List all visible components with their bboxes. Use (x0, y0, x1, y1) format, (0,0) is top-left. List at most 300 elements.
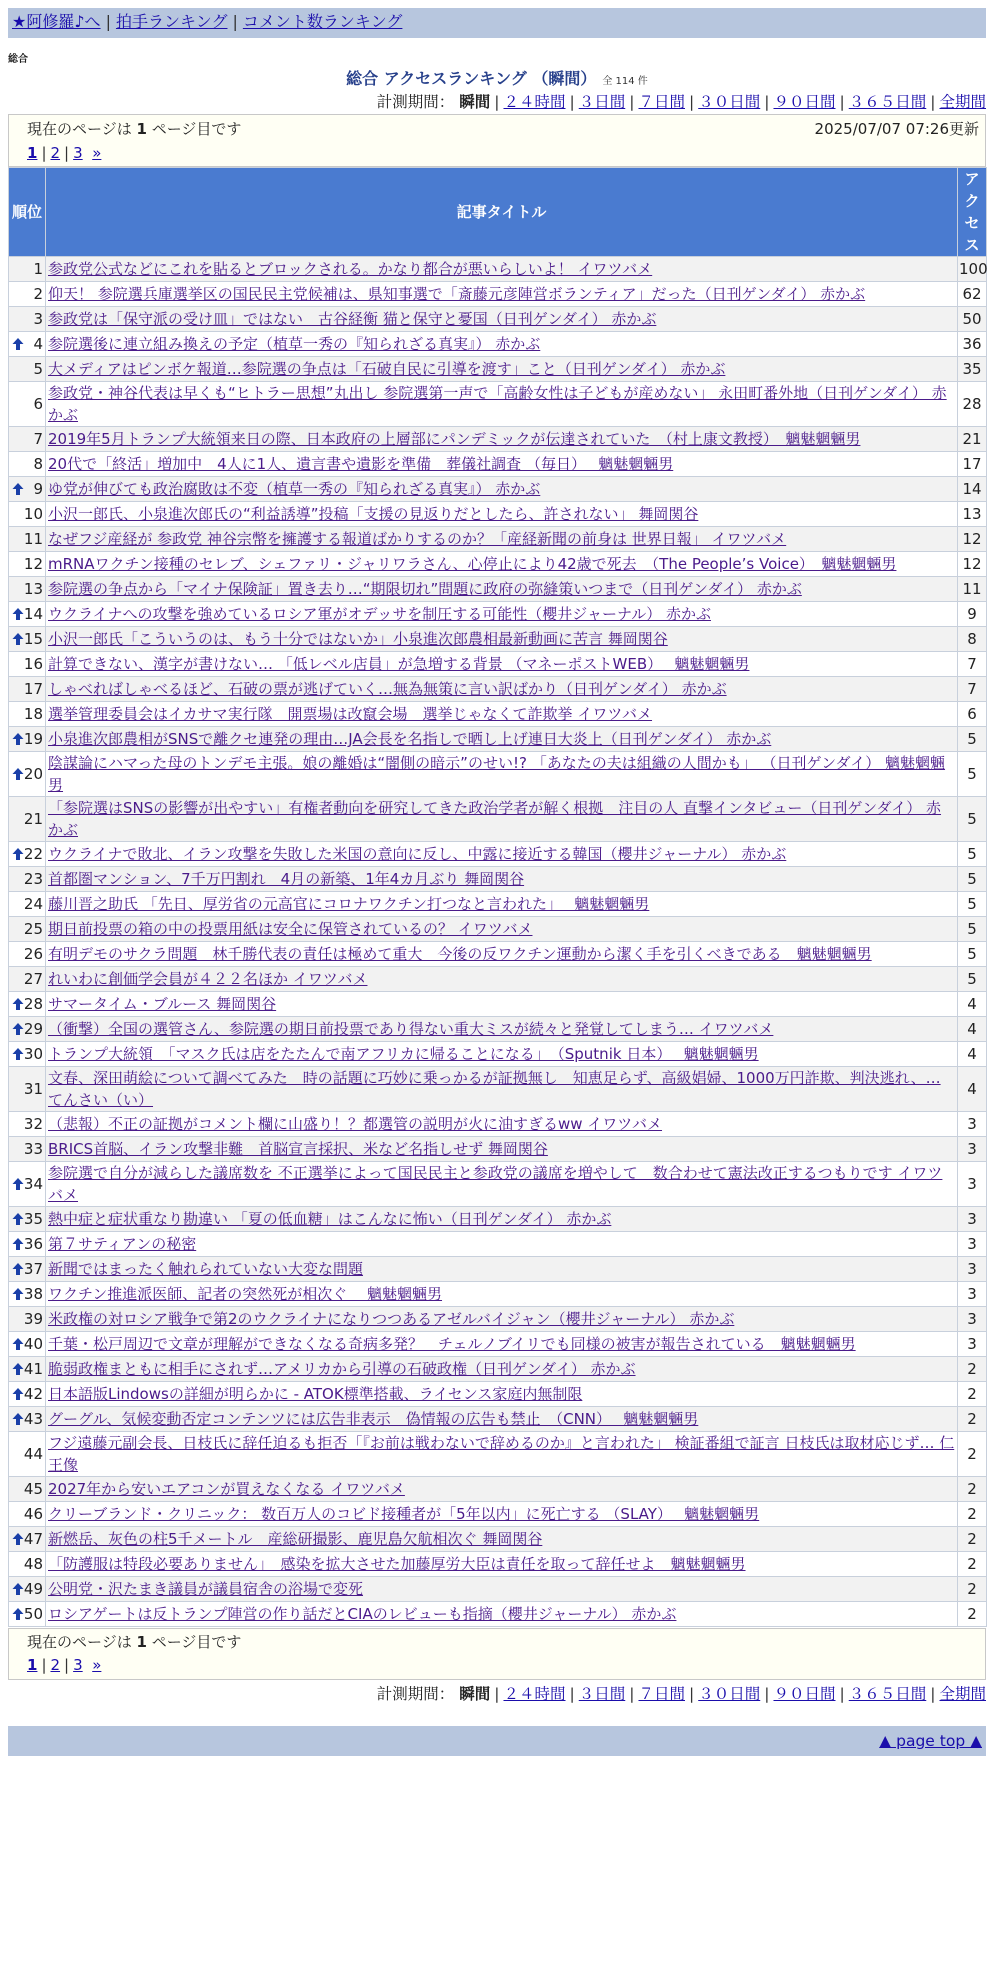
article-link[interactable]: 参政党・神谷代表は早くも“ヒトラー思想”丸出し 参院選第一声で「高齢女性は子どもが産めない」 永田町番外地（日刊ゲンダイ） 赤かぶ (48, 384, 947, 424)
rank-up-arrow-icon (11, 1607, 25, 1621)
title-cell (46, 1257, 958, 1282)
rank-number: 19 (23, 730, 43, 748)
table-row (9, 552, 987, 577)
title-cell (46, 1042, 958, 1067)
rank-up-arrow-icon (11, 1212, 25, 1226)
article-link[interactable]: ロシアゲートは反トランプ陣営の作り話だとCIAのレビューも指摘（櫻井ジャーナル） 赤かぶ (48, 1605, 677, 1623)
article-link[interactable]: 参政党は「保守派の受け皿」ではない 古谷経衡 猫と保守と憂国（日刊ゲンダイ） 赤かぶ (48, 310, 657, 328)
title-cell (46, 1282, 958, 1307)
access-count: 50 (958, 307, 987, 332)
rank-number: 34 (23, 1175, 43, 1193)
rank-number: 50 (23, 1605, 43, 1623)
table-row (9, 727, 987, 752)
rank-cell (9, 942, 46, 967)
access-count: 3 (958, 1332, 987, 1357)
category-label: 総合 (8, 54, 28, 65)
rank-cell (9, 1477, 46, 1502)
page-link-next[interactable]: » (92, 144, 102, 162)
rank-cell (9, 702, 46, 727)
page-separator: | (41, 144, 47, 162)
table-row (9, 917, 987, 942)
article-link[interactable]: 新聞ではまったく触れられていない大変な問題 (48, 1260, 364, 1278)
table-row (9, 892, 987, 917)
rank-number: 6 (33, 395, 43, 413)
page-link-2[interactable]: 2 (50, 1656, 61, 1674)
period-current: 瞬間 (459, 93, 491, 111)
title-cell (46, 652, 958, 677)
table-row (9, 752, 987, 797)
article-link[interactable]: 2027年から安いエアコンが買えなくなる イワツバメ (48, 1480, 405, 1498)
rank-cell (9, 602, 46, 627)
nav-link-asyura[interactable]: ★阿修羅♪へ (12, 12, 101, 31)
table-row (9, 1112, 987, 1137)
rank-up-arrow-icon (11, 1022, 25, 1036)
article-link[interactable]: フジ遠藤元副会長、日枝氏に辞任迫るも拒否「『お前は戦わないで辞めるのか』と言われた」 検証番組で証言 日枝氏は取材応じず… 仁王像 (48, 1434, 955, 1474)
article-link[interactable]: 日本語版Lindowsの詳細が明らかに - ATOK標準搭載、ライセンス家庭内無制限 (48, 1385, 583, 1403)
article-link[interactable]: しゃべればしゃべるほど、石破の票が逃げていく…無為無策に言い訳ばかり（日刊ゲンダイ） 赤かぶ (48, 680, 727, 698)
page-link-current[interactable]: 1 (27, 144, 38, 162)
rank-cell (9, 527, 46, 552)
title-cell (46, 797, 958, 842)
article-link[interactable]: グーグル、気候変動否定コンテンツには広告非表示 偽情報の広告も禁止 （CNN） 魑魅魍魎男 (48, 1410, 699, 1428)
period-30d[interactable]: ３０日間 (698, 1685, 761, 1703)
period-separator: | (689, 1685, 695, 1703)
access-count: 9 (958, 602, 987, 627)
article-link[interactable]: れいわに創価学会員が４２２名ほか イワツバメ (48, 970, 368, 988)
title-cell (46, 677, 958, 702)
table-row (9, 1527, 987, 1552)
access-count: 7 (958, 652, 987, 677)
access-count: 2 (958, 1527, 987, 1552)
rank-cell (9, 1432, 46, 1477)
title-cell (46, 992, 958, 1017)
table-row (9, 1017, 987, 1042)
access-count: 3 (958, 1162, 987, 1207)
ranking-table-body (9, 257, 987, 1627)
rank-cell (9, 1112, 46, 1137)
rank-cell (9, 1137, 46, 1162)
rank-cell (9, 892, 46, 917)
table-row (9, 967, 987, 992)
access-count: 3 (958, 1232, 987, 1257)
nav-link-comment-ranking[interactable]: コメント数ランキング (242, 12, 403, 31)
table-row (9, 577, 987, 602)
access-count: 6 (958, 702, 987, 727)
rank-up-arrow-icon (11, 1532, 25, 1546)
rank-cell (9, 677, 46, 702)
title-cell (46, 307, 958, 332)
page-status-suffix: ページ目です (151, 120, 242, 138)
title-cell (46, 892, 958, 917)
table-row (9, 382, 987, 427)
rank-number: 29 (23, 1020, 43, 1038)
page-separator: | (64, 1656, 70, 1674)
title-cell (46, 752, 958, 797)
article-link[interactable]: 第７サティアンの秘密 (48, 1235, 197, 1253)
header-access: アクセス (958, 168, 987, 257)
rank-number: 32 (23, 1115, 43, 1133)
period-3d[interactable]: ３日間 (578, 93, 626, 111)
nav-link-applause-ranking[interactable]: 拍手ランキング (115, 12, 228, 31)
access-count: 17 (958, 452, 987, 477)
period-separator: | (629, 93, 635, 111)
article-link[interactable]: 新燃岳、灰色の柱5千メートル 産総研撮影、鹿児島欠航相次ぐ 舞岡関谷 (48, 1530, 543, 1548)
period-separator: | (764, 93, 770, 111)
rank-number: 47 (23, 1530, 43, 1548)
nav-separator: | (232, 12, 238, 31)
article-link[interactable]: 参院選で自分が減らした議席数を 不正選挙によって国民民主と参政党の議席を増やして 数合わせて憲法改正するつもりです イワツバメ (48, 1164, 943, 1204)
article-link[interactable]: サマータイム・ブルース 舞岡関谷 (48, 995, 277, 1013)
rank-number: 20 (23, 765, 43, 783)
period-24h[interactable]: ２４時間 (503, 93, 566, 111)
title-cell (46, 1232, 958, 1257)
table-row (9, 257, 987, 282)
title-cell (46, 1407, 958, 1432)
page-top-link[interactable]: ▲ page top ▲ (879, 1732, 982, 1750)
article-link[interactable]: 仰天！ 参院選兵庫選挙区の国民民主党候補は、県知事選で「斎藤元彦陣営ボランティア」だった（日刊ゲンダイ） 赤かぶ (48, 285, 866, 303)
title-cell (46, 477, 958, 502)
rank-number: 37 (23, 1260, 43, 1278)
page-status-number: 1 (136, 1633, 147, 1651)
title-cell (46, 577, 958, 602)
period-label: 計測期間： (376, 1685, 455, 1703)
rank-cell (9, 867, 46, 892)
title-cell (46, 1552, 958, 1577)
table-row (9, 1042, 987, 1067)
access-count: 7 (958, 677, 987, 702)
table-row (9, 702, 987, 727)
rank-number: 27 (23, 970, 43, 988)
access-count: 3 (958, 1307, 987, 1332)
article-link[interactable]: ゆ党が伸びても政治腐敗は不変（植草一秀の『知られざる真実』） 赤かぶ (48, 480, 541, 498)
access-count: 5 (958, 842, 987, 867)
table-row (9, 992, 987, 1017)
article-link[interactable]: トランプ大統領 「マスク氏は店をたたんで南アフリカに帰ることになる」 （Sputnik 日本） 魑魅魍魎男 (48, 1045, 759, 1063)
article-link[interactable]: 千葉・松戸周辺で文章が理解ができなくなる奇病多発？ チェルノブイリでも同様の被害が報告されている 魑魅魍魎男 (48, 1335, 856, 1353)
access-count: 3 (958, 1207, 987, 1232)
rank-cell (9, 332, 46, 357)
period-separator: | (930, 1685, 936, 1703)
title-cell (46, 1477, 958, 1502)
page-separator: | (41, 1656, 47, 1674)
access-count: 13 (958, 502, 987, 527)
article-link[interactable]: なぜフジ産経が 参政党 神谷宗幣を擁護する報道ばかりするのか？「産経新聞の前身は 世界日報」 イワツバメ (48, 530, 787, 548)
period-7d[interactable]: ７日間 (638, 1685, 685, 1703)
access-count: 8 (958, 627, 987, 652)
article-link[interactable]: ワクチン推進派医師、記者の突然死が相次ぐ 魑魅魍魎男 (48, 1285, 443, 1303)
table-row (9, 1502, 987, 1527)
period-24h[interactable]: ２４時間 (503, 1685, 566, 1703)
period-90d[interactable]: ９０日間 (773, 1685, 836, 1703)
rank-number: 5 (33, 360, 43, 378)
access-count: 3 (958, 1137, 987, 1162)
rank-number: 49 (23, 1580, 43, 1598)
total-count: 全 114 件 (602, 76, 648, 87)
rank-number: 43 (23, 1410, 43, 1428)
article-link[interactable]: mRNAワクチン接種のセレブ、シェファリ・ジャリワラさん、心停止により42歳で死去 （The People’s Voice） 魑魅魍魎男 (48, 555, 897, 573)
rank-number: 35 (23, 1210, 43, 1228)
title-cell (46, 627, 958, 652)
access-count: 2 (958, 1502, 987, 1527)
rank-cell (9, 502, 46, 527)
page-link-3[interactable]: 3 (73, 144, 83, 162)
article-link[interactable]: 首都圏マンション、7千万円割れ 4月の新築、1年4カ月ぶり 舞岡関谷 (48, 870, 525, 888)
period-30d[interactable]: ３０日間 (698, 93, 761, 111)
period-all[interactable]: 全期間 (939, 93, 986, 111)
article-link[interactable]: 「防護服は特段必要ありません」 感染を拡大させた加藤厚労大臣は責任を取って辞任せよ 魑魅魍魎男 (48, 1555, 746, 1573)
access-count: 11 (958, 577, 987, 602)
rank-up-arrow-icon (11, 1412, 25, 1426)
rank-number: 15 (23, 630, 43, 648)
rank-number: 17 (23, 680, 43, 698)
period-separator: | (629, 1685, 635, 1703)
table-row (9, 502, 987, 527)
title-cell (46, 1162, 958, 1207)
rank-cell (9, 282, 46, 307)
article-link[interactable]: 選挙管理委員会はイカサマ実行隊 開票場は改竄会場 選挙じゃなくて詐欺挙 イワツバメ (48, 705, 653, 723)
access-count: 12 (958, 527, 987, 552)
access-count: 5 (958, 867, 987, 892)
article-link[interactable]: 文春、深田萌絵について調べてみた 時の話題に巧妙に乗っかるが証拠無し 知恵足らず、高級娼婦、1000万円詐欺、判決逃れ、… てんさい（い） (48, 1069, 941, 1109)
rank-up-arrow-icon (11, 337, 25, 351)
rank-cell (9, 627, 46, 652)
article-link[interactable]: 陰謀論にハマった母のトンデモ主張。娘の離婚は“闇側の暗示”のせい!? 「あなたの夫は組織の人間かも」 （日刊ゲンダイ） 魑魅魍魎男 (48, 754, 946, 794)
table-row (9, 452, 987, 477)
title-cell (46, 1067, 958, 1112)
rank-up-arrow-icon (11, 767, 25, 781)
page-status (27, 116, 241, 142)
rank-cell (9, 1257, 46, 1282)
table-row (9, 942, 987, 967)
rank-cell (9, 1042, 46, 1067)
pager-top (8, 114, 986, 167)
table-row (9, 797, 987, 842)
access-count: 3 (958, 1282, 987, 1307)
rank-number: 21 (23, 810, 43, 828)
page-separator: | (64, 144, 70, 162)
rank-number: 44 (23, 1445, 43, 1463)
rank-number: 3 (33, 310, 43, 328)
table-row (9, 1577, 987, 1602)
article-link[interactable]: 「参院選はSNSの影響が出やすい」有権者動向を研究してきた政治学者が解く根拠 注目の人 直撃インタビュー（日刊ゲンダイ） 赤かぶ (48, 799, 942, 839)
table-row (9, 1137, 987, 1162)
table-row (9, 427, 987, 452)
table-row (9, 602, 987, 627)
article-link[interactable]: 参院選後に連立組み換えの予定（植草一秀の『知られざる真実』） 赤かぶ (48, 335, 541, 353)
rank-cell (9, 452, 46, 477)
rank-number: 7 (33, 430, 43, 448)
rank-up-arrow-icon (11, 1237, 25, 1251)
page-status-suffix: ページ目です (151, 1633, 242, 1651)
rank-cell (9, 577, 46, 602)
article-link[interactable]: BRICS首脳、イラン攻撃非難 首脳宣言採択、米など名指しせず 舞岡関谷 (48, 1140, 548, 1158)
table-row (9, 1477, 987, 1502)
article-link[interactable]: 参政党公式などにこれを貼るとブロックされる。かなり都合が悪いらしいよ！ イワツバメ (48, 260, 653, 278)
rank-up-arrow-icon (11, 482, 25, 496)
article-link[interactable]: 小沢一郎氏「こういうのは、もう十分ではないか」小泉進次郎農相最新動画に苦言 舞岡関谷 (48, 630, 668, 648)
rank-cell (9, 1382, 46, 1407)
article-link[interactable]: 小泉進次郎農相がSNSで離クセ連発の理由…JA会長を名指しで晒し上げ連日大炎上（日刊ゲンダイ） 赤かぶ (48, 730, 772, 748)
article-link[interactable]: 小沢一郎氏、小泉進次郎氏の“利益誘導”投稿「支援の見返りだとしたら、許されない」 舞岡関谷 (48, 505, 699, 523)
rank-cell (9, 382, 46, 427)
rank-cell (9, 917, 46, 942)
title-cell (46, 1307, 958, 1332)
period-separator: | (930, 93, 936, 111)
rank-number: 26 (23, 945, 43, 963)
table-row (9, 1207, 987, 1232)
access-count: 100 (958, 257, 987, 282)
page-link-current[interactable]: 1 (27, 1656, 38, 1674)
rank-up-arrow-icon (11, 1362, 25, 1376)
rank-cell (9, 1527, 46, 1552)
ranking-title: 総合 アクセスランキング （瞬間） (346, 69, 597, 88)
rank-number: 4 (33, 335, 43, 353)
rank-cell (9, 1407, 46, 1432)
rank-number: 25 (23, 920, 43, 938)
rank-cell (9, 992, 46, 1017)
rank-number: 18 (23, 705, 43, 723)
rank-number: 1 (33, 260, 43, 278)
rank-cell (9, 727, 46, 752)
rank-number: 8 (33, 455, 43, 473)
rank-number: 12 (23, 555, 43, 573)
access-count: 2 (958, 1432, 987, 1477)
article-link[interactable]: 計算できない、漢字が書けない… 「低レベル店員」が急増する背景 （マネーポストWEB） 魑魅魍魎男 (48, 655, 750, 673)
rank-number: 41 (23, 1360, 43, 1378)
bottom-bar (8, 1726, 986, 1756)
period-7d[interactable]: ７日間 (638, 93, 685, 111)
rank-cell (9, 1067, 46, 1112)
rank-up-arrow-icon (11, 1287, 25, 1301)
article-link[interactable]: 期日前投票の箱の中の投票用紙は安全に保管されているの？ イワツバメ (48, 920, 533, 938)
title-cell (46, 1432, 958, 1477)
article-link[interactable]: 参院選の争点から「マイナ保険証」置き去り…“期限切れ”問題に政府の弥縫策いつまで（日刊ゲンダイ） 赤かぶ (48, 580, 802, 598)
rank-up-arrow-icon (11, 607, 25, 621)
table-row (9, 867, 987, 892)
title-cell (46, 602, 958, 627)
rank-number: 14 (23, 605, 43, 623)
access-count: 35 (958, 357, 987, 382)
page-link-next[interactable]: » (92, 1656, 102, 1674)
article-link[interactable]: 公明党・沢たまき議員が議員宿舎の浴場で変死 (48, 1580, 364, 1598)
period-365d[interactable]: ３６５日間 (848, 93, 927, 111)
rank-cell (9, 257, 46, 282)
rank-cell (9, 477, 46, 502)
title-cell (46, 357, 958, 382)
title-cell (46, 727, 958, 752)
access-count: 5 (958, 727, 987, 752)
title-cell (46, 967, 958, 992)
rank-cell (9, 1577, 46, 1602)
title-cell (46, 502, 958, 527)
access-count: 2 (958, 1382, 987, 1407)
period-separator: | (839, 93, 845, 111)
article-link[interactable]: 有明デモのサクラ問題 林千勝代表の責任は極めて重大 今後の反ワクチン運動から潔く手を引くべきである 魑魅魍魎男 (48, 945, 872, 963)
period-3d[interactable]: ３日間 (578, 1685, 626, 1703)
rank-number: 46 (23, 1505, 43, 1523)
period-90d[interactable]: ９０日間 (773, 93, 836, 111)
rank-cell (9, 1232, 46, 1257)
rank-up-arrow-icon (11, 632, 25, 646)
title-cell (46, 867, 958, 892)
rank-cell (9, 307, 46, 332)
access-count: 4 (958, 992, 987, 1017)
title-cell (46, 942, 958, 967)
access-count: 2 (958, 1602, 987, 1627)
period-all[interactable]: 全期間 (939, 1685, 986, 1703)
page-link-2[interactable]: 2 (50, 144, 61, 162)
title-cell (46, 1602, 958, 1627)
page-link-3[interactable]: 3 (73, 1656, 83, 1674)
table-row (9, 1067, 987, 1112)
rank-cell (9, 1552, 46, 1577)
article-link[interactable]: 藤川晋之助氏 「先日、厚労省の元高官にコロナワクチン打つなと言われた」 魑魅魍魎男 (48, 895, 650, 913)
rank-up-arrow-icon (11, 732, 25, 746)
article-link[interactable]: 2019年5月トランプ大統領来日の際、日本政府の上層部にパンデミックが伝達されていた （村上康文教授） 魑魅魍魎男 (48, 430, 861, 448)
table-row (9, 1232, 987, 1257)
table-row (9, 1162, 987, 1207)
header-title: 記事タイトル (46, 168, 958, 257)
article-link[interactable]: （衝撃）全国の選管さん、参院選の期日前投票であり得ない重大ミスが続々と発覚してしまう… イワツバメ (48, 1020, 774, 1038)
page-status-number: 1 (136, 120, 147, 138)
rank-cell (9, 1602, 46, 1627)
title-cell (46, 282, 958, 307)
table-row (9, 627, 987, 652)
title-cell (46, 1577, 958, 1602)
article-link[interactable]: クリーブランド・クリニック： 数百万人のコビド接種者が「5年以内」に死亡する （SLAY） 魑魅魍魎男 (48, 1505, 760, 1523)
rank-cell (9, 1017, 46, 1042)
title-cell (46, 1357, 958, 1382)
access-count: 5 (958, 942, 987, 967)
rank-up-arrow-icon (11, 997, 25, 1011)
article-link[interactable]: 米政権の対ロシア戦争で第2のウクライナになりつつあるアゼルバイジャン（櫻井ジャーナル） 赤かぶ (48, 1310, 735, 1328)
article-link[interactable]: ウクライナで敗北、イラン攻撃を失敗した米国の意向に反し、中露に接近する韓国（櫻井ジャーナル） 赤かぶ (48, 845, 787, 863)
title-cell (46, 427, 958, 452)
rank-cell (9, 797, 46, 842)
table-row (9, 1602, 987, 1627)
article-link[interactable]: 脆弱政権まともに相手にされず…アメリカから引導の石破政権（日刊ゲンダイ） 赤かぶ (48, 1360, 636, 1378)
rank-cell (9, 1307, 46, 1332)
period-selector-top (8, 90, 986, 114)
access-count: 2 (958, 1552, 987, 1577)
rank-number: 10 (23, 505, 43, 523)
period-label: 計測期間： (376, 93, 455, 111)
rank-up-arrow-icon (11, 847, 25, 861)
rank-number: 42 (23, 1385, 43, 1403)
article-link[interactable]: ウクライナへの攻撃を強めているロシア軍がオデッサを制圧する可能性（櫻井ジャーナル） 赤かぶ (48, 605, 711, 623)
header-rank: 順位 (9, 168, 46, 257)
rank-number: 11 (23, 530, 43, 548)
article-link[interactable]: 20代で「終活」増加中 4人に1人、遺言書や遺影を準備 葬儀社調査 （毎日） 魑魅魍魎男 (48, 455, 674, 473)
table-row (9, 1332, 987, 1357)
access-count: 4 (958, 1017, 987, 1042)
rank-number: 30 (23, 1045, 43, 1063)
rank-cell (9, 842, 46, 867)
table-header-row (9, 168, 987, 257)
period-separator: | (494, 1685, 500, 1703)
article-link[interactable]: （悲報）不正の証拠がコメント欄に山盛り！？都選管の説明が火に油すぎるww イワツバメ (48, 1115, 663, 1133)
table-row (9, 527, 987, 552)
article-link[interactable]: 熱中症と症状重なり勘違い 「夏の低血糖」はこんなに怖い（日刊ゲンダイ） 赤かぶ (48, 1210, 612, 1228)
rank-cell (9, 357, 46, 382)
title-cell (46, 702, 958, 727)
table-row (9, 282, 987, 307)
rank-number: 36 (23, 1235, 43, 1253)
period-365d[interactable]: ３６５日間 (848, 1685, 927, 1703)
page-title (8, 68, 986, 90)
period-current: 瞬間 (459, 1685, 491, 1703)
article-link[interactable]: 大メディアはピンボケ報道…参院選の争点は「石破自民に引導を渡す」こと（日刊ゲンダイ） 赤かぶ (48, 360, 726, 378)
